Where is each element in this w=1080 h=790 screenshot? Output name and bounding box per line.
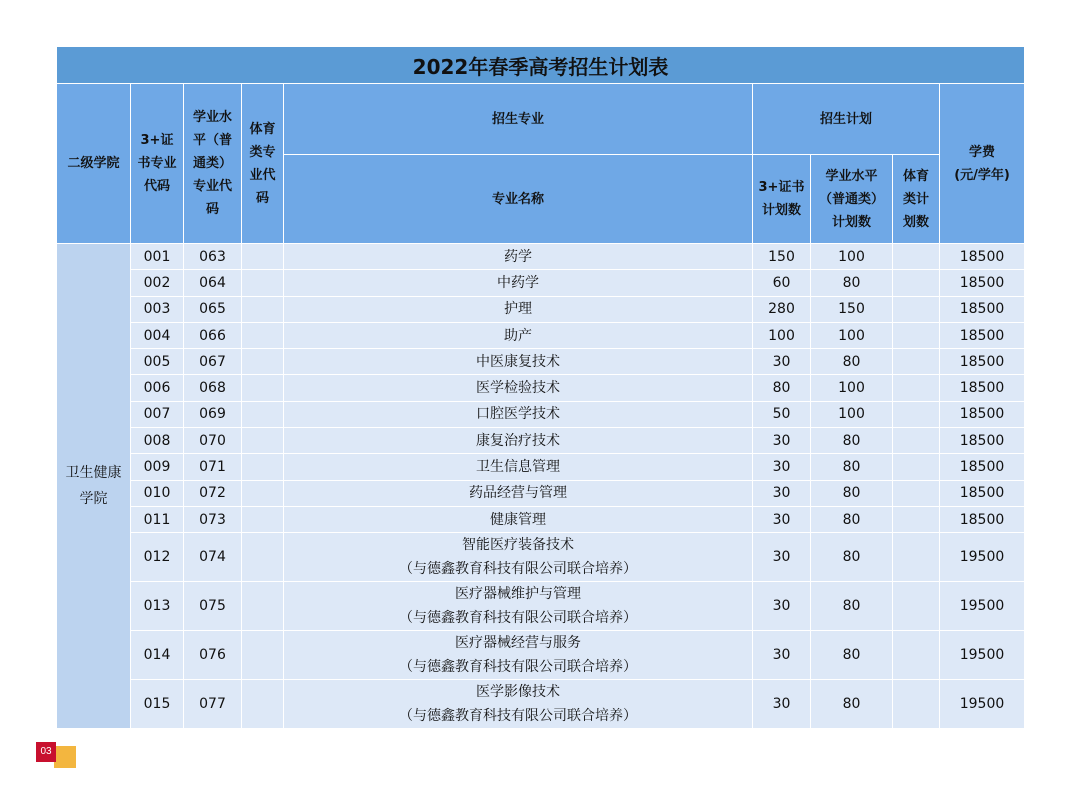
fee-cell: 19500 <box>940 680 1025 729</box>
cert-plan-cell: 280 <box>753 296 811 322</box>
sports-code-cell <box>242 533 284 582</box>
cert-code-cell: 003 <box>131 296 184 322</box>
header-college: 二级学院 <box>57 84 131 244</box>
level-plan-cell: 150 <box>811 296 893 322</box>
header-plan-group: 招生计划 <box>753 84 940 155</box>
header-line: 业代 <box>249 167 276 183</box>
header-line: 3+证 <box>140 133 174 148</box>
sports-code-cell <box>242 401 284 427</box>
level-plan-cell: 80 <box>811 480 893 506</box>
table-row <box>57 680 1025 729</box>
cert-code-cell: 014 <box>131 631 184 680</box>
cert-plan-cell: 30 <box>753 454 811 480</box>
major-name-cell <box>284 270 753 296</box>
sports-plan-cell <box>893 533 940 582</box>
level-code-cell: 075 <box>184 582 242 631</box>
major-name: 医学影像技术 <box>476 684 560 701</box>
level-code-cell: 076 <box>184 631 242 680</box>
header-line: 专业代 <box>192 179 232 194</box>
major-name-cell <box>284 680 753 729</box>
fee-cell: 18500 <box>940 244 1025 270</box>
table-row <box>57 296 1025 322</box>
fee-cell: 18500 <box>940 480 1025 506</box>
header-line: 类计 <box>902 191 929 207</box>
table-row <box>57 454 1025 480</box>
page-number: 03 <box>36 742 56 762</box>
table-body <box>57 244 1025 729</box>
fee-cell: 18500 <box>940 349 1025 375</box>
cert-code-cell: 002 <box>131 270 184 296</box>
major-name-cell <box>284 401 753 427</box>
sports-plan-cell <box>893 680 940 729</box>
level-plan-cell: 80 <box>811 349 893 375</box>
college-line: 卫生健康 <box>65 465 122 482</box>
sports-plan-cell <box>893 401 940 427</box>
major-name: 卫生信息管理 <box>476 459 560 476</box>
major-name: 智能医疗装备技术 <box>462 537 574 554</box>
sports-code-cell <box>242 428 284 454</box>
sports-plan-cell <box>893 375 940 401</box>
level-plan-cell: 80 <box>811 631 893 680</box>
fee-cell: 19500 <box>940 582 1025 631</box>
table-row <box>57 480 1025 506</box>
sports-code-cell <box>242 480 284 506</box>
major-name: 医疗器械经营与服务 <box>455 635 581 652</box>
sports-plan-cell <box>893 322 940 348</box>
major-name-cell <box>284 349 753 375</box>
fee-cell: 18500 <box>940 296 1025 322</box>
header-line: 学业水平 <box>825 168 878 184</box>
sports-code-cell <box>242 296 284 322</box>
major-name: 药学 <box>504 248 532 265</box>
major-name-cell <box>284 454 753 480</box>
sports-code-cell <box>242 582 284 631</box>
header-line: 码 <box>205 202 219 217</box>
level-code-cell: 063 <box>184 244 242 270</box>
header-cert-code <box>131 84 184 244</box>
header-sports-code <box>242 84 284 244</box>
sports-code-cell <box>242 322 284 348</box>
table-row <box>57 582 1025 631</box>
sports-plan-cell <box>893 631 940 680</box>
header-cert-plan <box>753 155 811 244</box>
major-name-cell <box>284 533 753 582</box>
level-code-cell: 074 <box>184 533 242 582</box>
table-row <box>57 375 1025 401</box>
level-code-cell: 072 <box>184 480 242 506</box>
cert-plan-cell: 50 <box>753 401 811 427</box>
major-name: 中药学 <box>497 274 539 291</box>
level-plan-cell: 100 <box>811 322 893 348</box>
level-plan-cell: 80 <box>811 582 893 631</box>
cert-plan-cell: 80 <box>753 375 811 401</box>
table-row <box>57 349 1025 375</box>
major-name: 医疗器械维护与管理 <box>455 586 581 603</box>
header-line: 体育 <box>249 121 276 137</box>
sports-plan-cell <box>893 582 940 631</box>
header-line: 通类） <box>192 156 232 171</box>
major-name-cell <box>284 322 753 348</box>
sports-plan-cell <box>893 454 940 480</box>
header-line: 划数 <box>902 214 929 230</box>
header-fee <box>940 84 1025 244</box>
header-line: 计划数 <box>831 214 871 230</box>
sports-code-cell <box>242 375 284 401</box>
sports-code-cell <box>242 244 284 270</box>
enrollment-plan-table <box>56 46 1025 729</box>
major-name-cell <box>284 631 753 680</box>
cert-code-cell: 012 <box>131 533 184 582</box>
level-code-cell: 077 <box>184 680 242 729</box>
header-line: 计划数 <box>761 203 801 218</box>
header-level-plan <box>811 155 893 244</box>
major-name: 口腔医学技术 <box>476 406 560 423</box>
major-name-cell <box>284 582 753 631</box>
major-name: 助产 <box>504 327 532 344</box>
cert-code-cell: 015 <box>131 680 184 729</box>
cert-code-cell: 010 <box>131 480 184 506</box>
header-line: 3+证书 <box>758 180 805 195</box>
cert-plan-cell: 60 <box>753 270 811 296</box>
header-line: 体育 <box>902 168 929 184</box>
header-line: 代码 <box>143 179 170 194</box>
level-plan-cell: 80 <box>811 270 893 296</box>
level-code-cell: 068 <box>184 375 242 401</box>
fee-cell: 18500 <box>940 270 1025 296</box>
fee-cell: 19500 <box>940 631 1025 680</box>
cert-plan-cell: 30 <box>753 506 811 532</box>
major-note: （与德鑫教育科技有限公司联合培养） <box>399 610 637 627</box>
cert-plan-cell: 100 <box>753 322 811 348</box>
header-line: 码 <box>255 190 269 206</box>
header-line: 学业水 <box>192 110 232 125</box>
level-code-cell: 064 <box>184 270 242 296</box>
cert-code-cell: 006 <box>131 375 184 401</box>
sports-plan-cell <box>893 296 940 322</box>
major-name-cell <box>284 375 753 401</box>
table-row <box>57 244 1025 270</box>
sports-code-cell <box>242 506 284 532</box>
major-name-cell <box>284 428 753 454</box>
sports-code-cell <box>242 454 284 480</box>
major-name-cell <box>284 506 753 532</box>
page-badge-accent <box>54 746 76 768</box>
header-line: 类专 <box>249 144 276 160</box>
cert-code-cell: 011 <box>131 506 184 532</box>
fee-cell: 19500 <box>940 533 1025 582</box>
major-name: 健康管理 <box>490 511 546 528</box>
table-row <box>57 401 1025 427</box>
sports-plan-cell <box>893 349 940 375</box>
header-level-code <box>184 84 242 244</box>
header-line: (元/学年) <box>954 167 1010 183</box>
header-line: 平（普 <box>192 133 232 148</box>
cert-code-cell: 004 <box>131 322 184 348</box>
header-sports-plan <box>893 155 940 244</box>
level-code-cell: 070 <box>184 428 242 454</box>
table-row <box>57 506 1025 532</box>
level-code-cell: 071 <box>184 454 242 480</box>
major-name-cell <box>284 296 753 322</box>
fee-cell: 18500 <box>940 506 1025 532</box>
cert-plan-cell: 30 <box>753 631 811 680</box>
college-cell <box>57 244 131 729</box>
cert-code-cell: 005 <box>131 349 184 375</box>
major-name: 护理 <box>504 301 532 318</box>
major-note: （与德鑫教育科技有限公司联合培养） <box>399 708 637 725</box>
major-note: （与德鑫教育科技有限公司联合培养） <box>399 659 637 676</box>
header-line: （普通类） <box>818 191 884 207</box>
level-plan-cell: 80 <box>811 454 893 480</box>
header-major-group: 招生专业 <box>284 84 753 155</box>
table-row <box>57 270 1025 296</box>
fee-cell: 18500 <box>940 454 1025 480</box>
sports-code-cell <box>242 680 284 729</box>
sports-plan-cell <box>893 270 940 296</box>
cert-plan-cell: 30 <box>753 533 811 582</box>
cert-plan-cell: 30 <box>753 349 811 375</box>
fee-cell: 18500 <box>940 375 1025 401</box>
sports-plan-cell <box>893 428 940 454</box>
fee-cell: 18500 <box>940 322 1025 348</box>
major-name-cell <box>284 480 753 506</box>
sports-code-cell <box>242 349 284 375</box>
header-line: 学费 <box>969 144 996 160</box>
table-row <box>57 631 1025 680</box>
cert-plan-cell: 30 <box>753 428 811 454</box>
cert-code-cell: 013 <box>131 582 184 631</box>
fee-cell: 18500 <box>940 428 1025 454</box>
major-note: （与德鑫教育科技有限公司联合培养） <box>399 561 637 578</box>
table-row <box>57 322 1025 348</box>
sports-plan-cell <box>893 244 940 270</box>
level-code-cell: 067 <box>184 349 242 375</box>
fee-cell: 18500 <box>940 401 1025 427</box>
major-name: 康复治疗技术 <box>476 432 560 449</box>
cert-plan-cell: 30 <box>753 680 811 729</box>
level-plan-cell: 80 <box>811 680 893 729</box>
college-line: 学院 <box>79 491 108 508</box>
level-plan-cell: 100 <box>811 401 893 427</box>
cert-plan-cell: 30 <box>753 480 811 506</box>
sports-code-cell <box>242 631 284 680</box>
table-row <box>57 428 1025 454</box>
cert-plan-cell: 150 <box>753 244 811 270</box>
level-plan-cell: 100 <box>811 375 893 401</box>
major-name: 医学检验技术 <box>476 380 560 397</box>
cert-code-cell: 001 <box>131 244 184 270</box>
major-name: 药品经营与管理 <box>469 485 567 502</box>
header-major-name: 专业名称 <box>284 155 753 244</box>
level-code-cell: 069 <box>184 401 242 427</box>
cert-plan-cell: 30 <box>753 582 811 631</box>
table-row <box>57 533 1025 582</box>
sports-plan-cell <box>893 480 940 506</box>
cert-code-cell: 007 <box>131 401 184 427</box>
level-plan-cell: 80 <box>811 533 893 582</box>
level-plan-cell: 100 <box>811 244 893 270</box>
cert-code-cell: 008 <box>131 428 184 454</box>
table-title: 2022年春季高考招生计划表 <box>57 47 1025 84</box>
sports-plan-cell <box>893 506 940 532</box>
level-code-cell: 065 <box>184 296 242 322</box>
sports-code-cell <box>242 270 284 296</box>
level-code-cell: 073 <box>184 506 242 532</box>
level-plan-cell: 80 <box>811 506 893 532</box>
cert-code-cell: 009 <box>131 454 184 480</box>
major-name: 中医康复技术 <box>476 353 560 370</box>
major-name-cell <box>284 244 753 270</box>
level-code-cell: 066 <box>184 322 242 348</box>
level-plan-cell: 80 <box>811 428 893 454</box>
header-line: 书专业 <box>137 156 177 171</box>
